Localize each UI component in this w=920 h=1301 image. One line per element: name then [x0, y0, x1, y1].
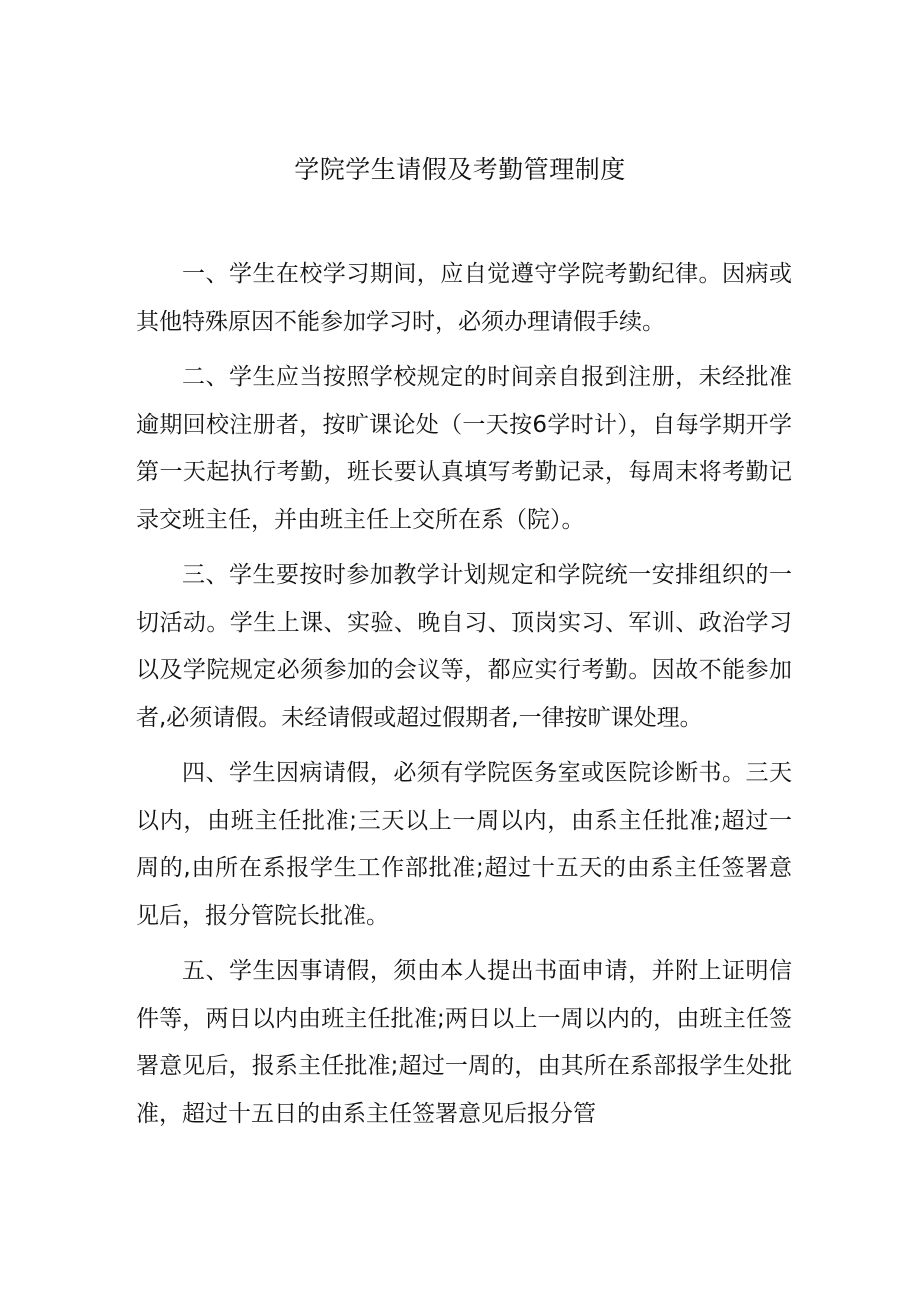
document-body	[136, 251, 792, 1146]
document-title: 学院学生请假及考勤管理制度	[294, 155, 626, 184]
paragraph-1: 一、学生在校学习期间，应自觉遵守学院考勤纪律。因病或其他特殊原因不能参加学习时，必须办理请假手续。	[136, 261, 792, 335]
paragraph-3: 三、学生要按时参加教学计划规定和学院统一安排组织的一切活动。学生上课、实验、晚自习、顶岗实习、军训、政治学习以及学院规定必须参加的会议等，都应实行考勤。因故不能参加者,必须请假。未经请假或超过假期者,一律按旷课处理。	[136, 562, 792, 731]
paragraph-2: 二、学生应当按照学校规定的时间亲自报到注册，未经批准逾期回校注册者，按旷课论处（一天按6学时计），自每学期开学第一天起执行考勤，班长要认真填写考勤记录，每周末将考勤记录交班主任，并由班主任上交所在系（院）。	[136, 364, 792, 533]
paragraph-4: 四、学生因病请假，必须有学院医务室或医院诊断书。三天以内，由班主任批准;三天以上一周以内，由系主任批准;超过一周的,由所在系报学生工作部批准;超过十五天的由系主任签署意见后，报分管院长批准。	[136, 760, 792, 929]
paragraph-5: 五、学生因事请假，须由本人提出书面申请，并附上证明信件等，两日以内由班主任批准;两日以上一周以内的，由班主任签署意见后，报系主任批准;超过一周的，由其所在系部报学生处批准，超过十五日的由系主任签署意见后报分管	[136, 958, 792, 1127]
